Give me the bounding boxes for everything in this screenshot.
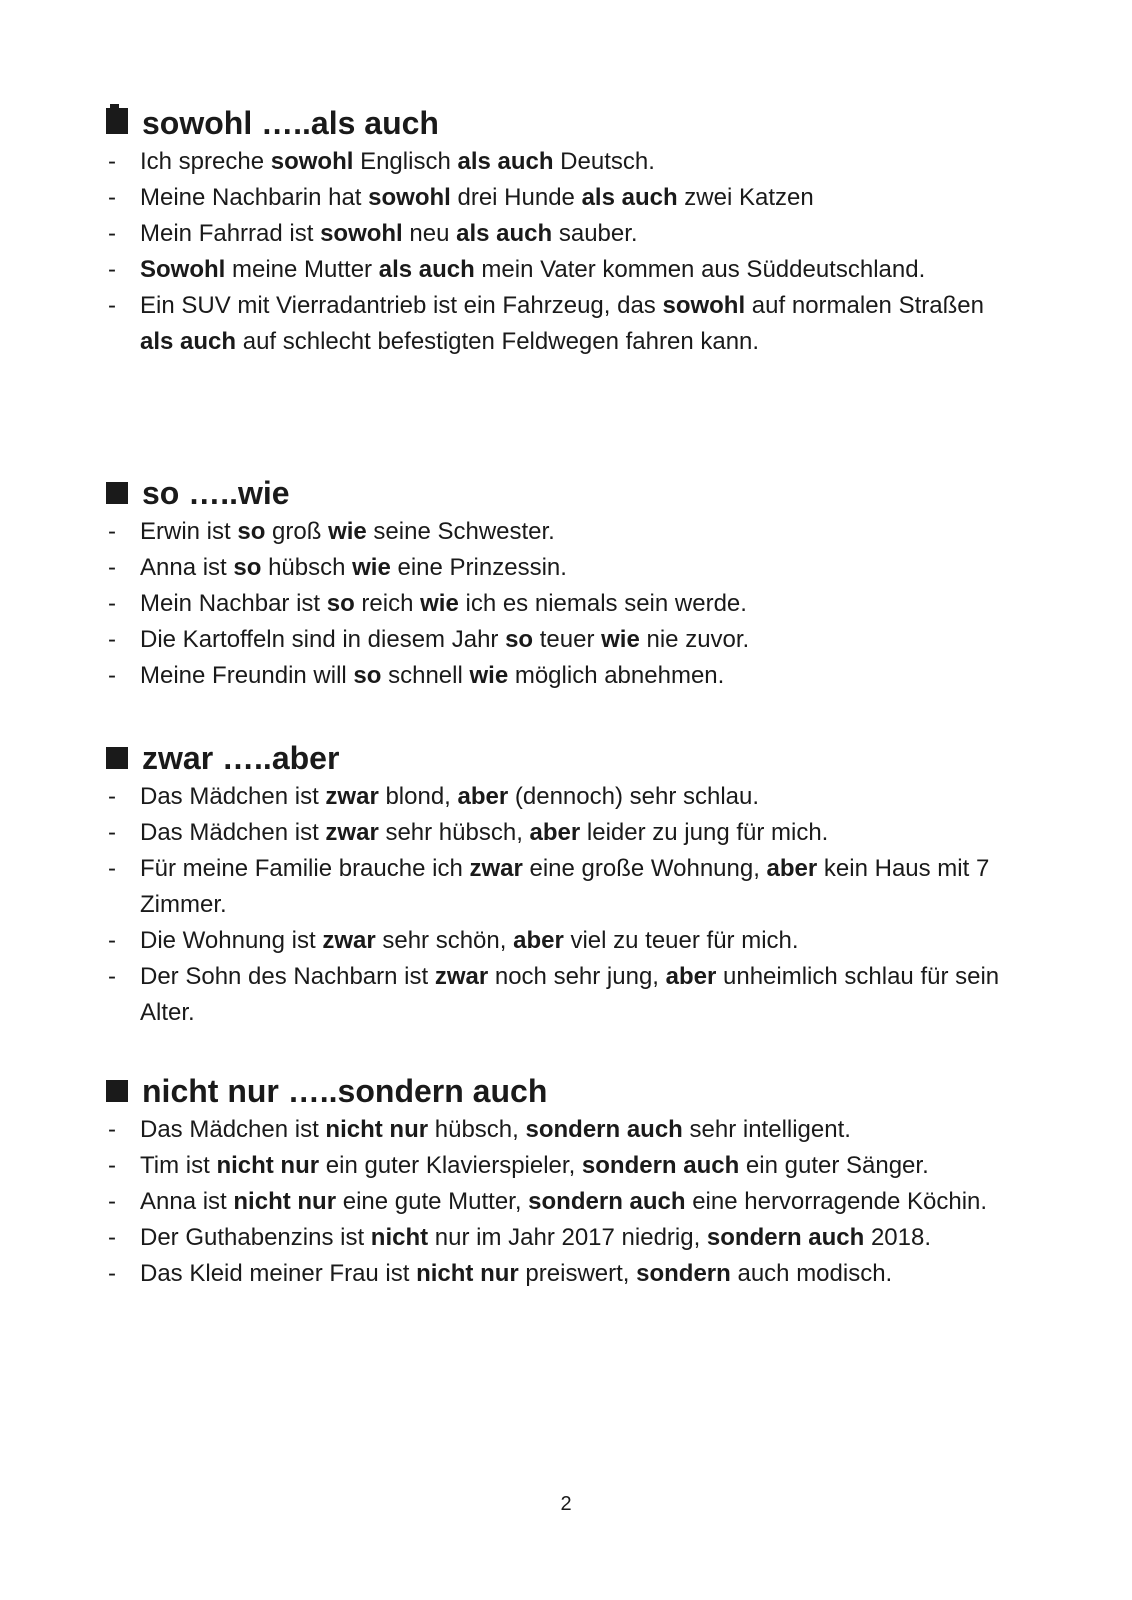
sentence-fragment: mein Vater kommen aus Süddeutschland. <box>474 256 926 283</box>
conjunction-keyword: aber <box>766 855 818 882</box>
section-sowohl-als-auch <box>106 104 1006 360</box>
sentence-fragment: (dennoch) sehr schlau. <box>508 783 760 810</box>
list-item <box>106 779 1006 815</box>
list-item <box>106 815 1006 851</box>
conjunction-keyword: zwar <box>322 927 376 954</box>
dash-bullet-icon: - <box>108 256 116 283</box>
sentence-fragment: auf schlecht befestigten Feldwegen fahren kann. <box>236 328 760 355</box>
sentence-fragment: Der Sohn des Nachbarn ist <box>140 963 435 990</box>
sentence-fragment: unheimlich schlau für sein Alter. <box>140 963 1000 1026</box>
conjunction-keyword: wie <box>420 590 459 617</box>
sentence-fragment: Das Mädchen ist <box>140 819 326 846</box>
conjunction-keyword: zwar <box>325 819 379 846</box>
example-sentence <box>140 180 1006 216</box>
conjunction-keyword: so <box>326 590 355 617</box>
example-sentence <box>140 144 1006 180</box>
sentence-fragment: Das Mädchen ist <box>140 783 326 810</box>
conjunction-keyword: sondern auch <box>525 1116 683 1143</box>
example-sentence <box>140 252 1006 288</box>
example-list <box>106 779 1006 1031</box>
example-sentence <box>140 1256 1006 1292</box>
sentence-fragment: sehr intelligent. <box>682 1116 851 1143</box>
sentence-fragment: sauber. <box>552 220 638 247</box>
sentence-fragment: teuer <box>533 626 602 653</box>
conjunction-keyword: sowohl <box>270 148 354 175</box>
sentence-fragment: Mein Nachbar ist <box>140 590 327 617</box>
dash-bullet-icon: - <box>108 518 116 545</box>
section-heading-text: nicht nur …..sondern auch <box>142 1073 548 1109</box>
example-list <box>106 514 1006 694</box>
conjunction-keyword: zwar <box>325 783 379 810</box>
conjunction-keyword: nicht nur <box>416 1260 519 1287</box>
dash-bullet-icon: - <box>108 220 116 247</box>
conjunction-keyword: wie <box>352 554 391 581</box>
page-number: 2 <box>560 1493 572 1515</box>
bullet-square-icon <box>106 1080 128 1102</box>
sentence-fragment: möglich abnehmen. <box>508 662 725 689</box>
example-sentence <box>140 779 1006 815</box>
sentence-fragment: Deutsch. <box>553 148 655 175</box>
sentence-fragment: ich es niemals sein werde. <box>458 590 747 617</box>
list-item <box>106 252 1006 288</box>
dash-bullet-icon: - <box>108 927 116 954</box>
sentence-fragment: Mein Fahrrad ist <box>140 220 321 247</box>
conjunction-keyword: nicht nur <box>233 1188 337 1215</box>
sentence-fragment: nie zuvor. <box>639 626 750 653</box>
section-heading <box>106 1072 1006 1110</box>
conjunction-keyword: als auch <box>581 184 678 211</box>
sentence-fragment: Anna ist <box>140 554 234 581</box>
conjunction-keyword: als auch <box>140 328 237 355</box>
sentence-fragment: sehr schön, <box>375 927 514 954</box>
conjunction-keyword: nicht <box>370 1224 429 1251</box>
dash-bullet-icon: - <box>108 819 116 846</box>
dash-bullet-icon: - <box>108 1116 116 1143</box>
sentence-fragment: Meine Freundin will <box>140 662 354 689</box>
conjunction-keyword: zwar <box>434 963 489 990</box>
sentence-fragment: Englisch <box>353 148 458 175</box>
sentence-fragment: Ein SUV mit Vierradantrieb ist ein Fahrzeug, das <box>140 292 663 319</box>
dash-bullet-icon: - <box>108 148 116 175</box>
sentence-fragment: Erwin ist <box>140 518 238 545</box>
dash-bullet-icon: - <box>108 554 116 581</box>
sentence-fragment: reich <box>354 590 421 617</box>
list-item <box>106 622 1006 658</box>
sentence-fragment: blond, <box>378 783 458 810</box>
dash-bullet-icon: - <box>108 184 116 211</box>
conjunction-keyword: so <box>505 626 534 653</box>
sentence-fragment: hübsch, <box>428 1116 526 1143</box>
sentence-fragment: auch modisch. <box>730 1260 893 1287</box>
dash-bullet-icon: - <box>108 590 116 617</box>
sentence-fragment: eine Prinzessin. <box>390 554 567 581</box>
sentence-fragment: sehr hübsch, <box>378 819 530 846</box>
sentence-fragment: neu <box>402 220 457 247</box>
list-item <box>106 1256 1006 1292</box>
conjunction-keyword: als auch <box>457 148 554 175</box>
list-item <box>106 550 1006 586</box>
sentence-fragment: Meine Nachbarin hat <box>140 184 369 211</box>
list-item <box>106 144 1006 180</box>
sentence-fragment: auf normalen Straßen <box>745 292 984 319</box>
example-sentence <box>140 622 1006 658</box>
list-item <box>106 216 1006 252</box>
list-item <box>106 923 1006 959</box>
example-sentence <box>140 1112 1006 1148</box>
conjunction-keyword: sondern auch <box>581 1152 740 1179</box>
sentence-fragment: Tim ist <box>140 1152 217 1179</box>
conjunction-keyword: sowohl <box>662 292 746 319</box>
sentence-fragment: ein guter Klavierspieler, <box>319 1152 582 1179</box>
conjunction-keyword: Sowohl <box>140 256 226 283</box>
conjunction-keyword: sowohl <box>320 220 403 247</box>
example-sentence <box>140 550 1006 586</box>
sentence-fragment: ein guter Sänger. <box>739 1152 929 1179</box>
sentence-fragment: Das Kleid meiner Frau ist <box>140 1260 417 1287</box>
conjunction-keyword: nicht nur <box>216 1152 320 1179</box>
sentence-fragment: noch sehr jung, <box>488 963 666 990</box>
conjunction-keyword: aber <box>665 963 717 990</box>
list-item <box>106 1220 1006 1256</box>
bullet-square-icon <box>106 482 128 504</box>
sentence-fragment: eine große Wohnung, <box>522 855 767 882</box>
example-sentence <box>140 1184 1006 1220</box>
section-nicht-nur-sondern-auch <box>106 1072 1006 1292</box>
bullet-square-icon <box>106 747 128 769</box>
sentence-fragment: nur im Jahr 2017 niedrig, <box>428 1224 707 1251</box>
dash-bullet-icon: - <box>108 1260 116 1287</box>
section-heading-text: so …..wie <box>142 475 290 511</box>
example-list <box>106 144 1006 360</box>
list-item <box>106 959 1006 1031</box>
dash-bullet-icon: - <box>108 292 116 319</box>
conjunction-keyword: wie <box>328 518 367 545</box>
sentence-fragment: schnell <box>381 662 470 689</box>
sentence-fragment: Der Guthabenzins ist <box>140 1224 371 1251</box>
list-item <box>106 1184 1006 1220</box>
section-heading-text: zwar …..aber <box>142 740 340 776</box>
conjunction-keyword: wie <box>601 626 640 653</box>
conjunction-keyword: nicht nur <box>325 1116 429 1143</box>
conjunction-keyword: aber <box>513 927 564 954</box>
sentence-fragment: seine Schwester. <box>366 518 555 545</box>
section-heading <box>106 104 1006 142</box>
example-sentence <box>140 1148 1006 1184</box>
conjunction-keyword: sowohl <box>368 184 451 211</box>
dash-bullet-icon: - <box>108 855 116 882</box>
example-sentence <box>140 815 1006 851</box>
conjunction-keyword: sondern auch <box>528 1188 686 1215</box>
conjunction-keyword: wie <box>469 662 509 689</box>
sentence-fragment: viel zu teuer für mich. <box>563 927 799 954</box>
sentence-fragment: groß <box>265 518 329 545</box>
dash-bullet-icon: - <box>108 1152 116 1179</box>
list-item <box>106 180 1006 216</box>
list-item <box>106 514 1006 550</box>
sentence-fragment: Die Wohnung ist <box>140 927 323 954</box>
list-item <box>106 658 1006 694</box>
list-item <box>106 1112 1006 1148</box>
dash-bullet-icon: - <box>108 783 116 810</box>
conjunction-keyword: so <box>237 518 266 545</box>
sentence-fragment: 2018. <box>864 1224 932 1251</box>
example-sentence <box>140 851 1006 923</box>
sentence-fragment: meine Mutter <box>225 256 379 283</box>
sentence-fragment: Das Mädchen ist <box>140 1116 326 1143</box>
example-sentence <box>140 923 1006 959</box>
dash-bullet-icon: - <box>108 626 116 653</box>
bullet-square-icon <box>106 108 128 134</box>
sentence-fragment: drei Hunde <box>450 184 582 211</box>
dash-bullet-icon: - <box>108 662 116 689</box>
conjunction-keyword: so <box>353 662 382 689</box>
conjunction-keyword: so <box>233 554 262 581</box>
example-sentence <box>140 288 1006 360</box>
example-sentence <box>140 1220 1006 1256</box>
sentence-fragment: zwei Katzen <box>677 184 814 211</box>
sentence-fragment: Für meine Familie brauche ich <box>140 855 470 882</box>
conjunction-keyword: sondern auch <box>706 1224 865 1251</box>
list-item <box>106 851 1006 923</box>
sentence-fragment: leider zu jung für mich. <box>580 819 829 846</box>
example-sentence <box>140 959 1006 1031</box>
section-heading <box>106 739 1006 777</box>
example-list <box>106 1112 1006 1292</box>
sentence-fragment: eine gute Mutter, <box>336 1188 529 1215</box>
dash-bullet-icon: - <box>108 1188 116 1215</box>
conjunction-keyword: als auch <box>456 220 553 247</box>
sentence-fragment: Die Kartoffeln sind in diesem Jahr <box>140 626 506 653</box>
conjunction-keyword: aber <box>457 783 509 810</box>
section-zwar-aber <box>106 739 1006 1031</box>
sentence-fragment: hübsch <box>261 554 353 581</box>
conjunction-keyword: aber <box>529 819 581 846</box>
example-sentence <box>140 658 1006 694</box>
sentence-fragment: Anna ist <box>140 1188 234 1215</box>
sentence-fragment: Ich spreche <box>140 148 271 175</box>
conjunction-keyword: sondern <box>636 1260 731 1287</box>
list-item <box>106 288 1006 360</box>
example-sentence <box>140 514 1006 550</box>
section-heading <box>106 474 1006 512</box>
section-so-wie <box>106 474 1006 694</box>
example-sentence <box>140 216 1006 252</box>
list-item <box>106 586 1006 622</box>
conjunction-keyword: zwar <box>469 855 523 882</box>
dash-bullet-icon: - <box>108 1224 116 1251</box>
sentence-fragment: preiswert, <box>518 1260 637 1287</box>
dash-bullet-icon: - <box>108 963 116 990</box>
sentence-fragment: kein Haus mit 7 Zimmer. <box>140 855 990 918</box>
sentence-fragment: eine hervorragende Köchin. <box>685 1188 988 1215</box>
conjunction-keyword: als auch <box>378 256 475 283</box>
example-sentence <box>140 586 1006 622</box>
section-heading-text: sowohl …..als auch <box>142 105 439 141</box>
list-item <box>106 1148 1006 1184</box>
